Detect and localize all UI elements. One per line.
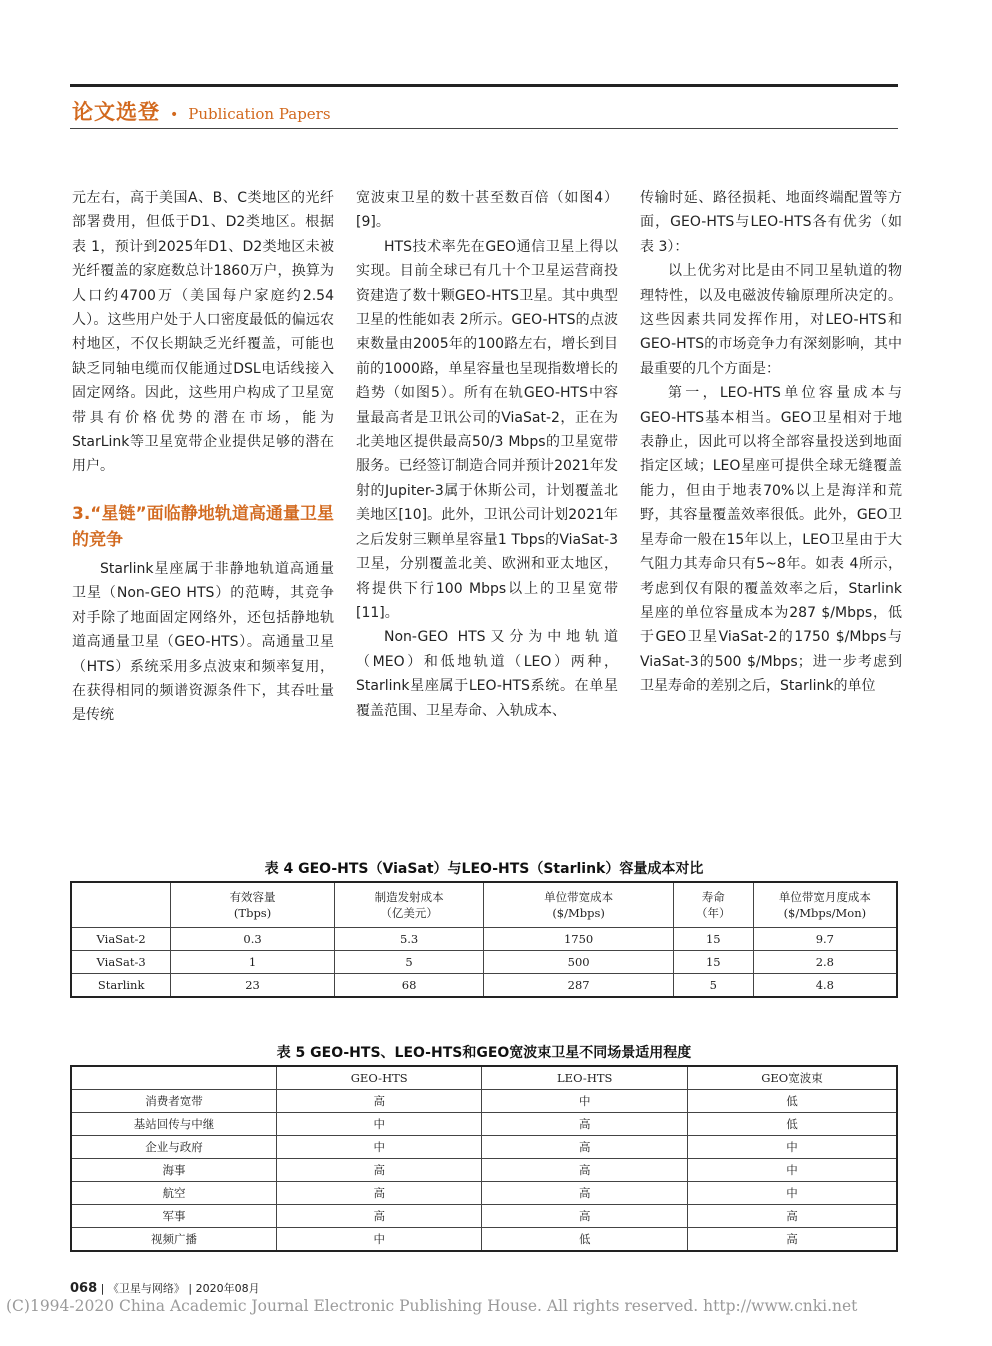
row-label: Starlink (71, 974, 171, 998)
journal-name: 《卫星与网络》 (107, 1282, 185, 1295)
table-row (71, 1182, 897, 1205)
header-cell (71, 882, 171, 928)
table-header-row (71, 1066, 897, 1090)
row-label: ViaSat-3 (71, 951, 171, 974)
table-cell: 高 (687, 1228, 897, 1252)
header-cell: LEO-HTS (482, 1066, 688, 1090)
table-row (71, 1090, 897, 1113)
table-cell: 高 (276, 1159, 482, 1182)
issue-date: 2020年08月 (195, 1282, 260, 1295)
footer-divider: | (188, 1282, 193, 1295)
table-cell: 15 (673, 951, 753, 974)
running-header (72, 96, 331, 126)
paragraph: Starlink星座属于非静地轨道高通量卫星（Non-GEO HTS）的范畴，其竞争对手除了地面固定网络外，还包括静地轨道高通量卫星（GEO-HTS）。高通量卫星（HTS）系统采用多点波束和频率复用，在获得相同的频谱资源条件下，其吞吐量是传统 (72, 560, 334, 724)
table-cell: 高 (276, 1090, 482, 1113)
table-cell: 中 (276, 1113, 482, 1136)
table-cell: 0.3 (171, 928, 335, 951)
table-cell: 287 (484, 974, 673, 998)
table-row (71, 1228, 897, 1252)
table-row (71, 1205, 897, 1228)
table-cell: 2.8 (753, 951, 897, 974)
table-cell: 低 (482, 1228, 688, 1252)
row-label: 海事 (71, 1159, 276, 1182)
table-cell: 高 (482, 1205, 688, 1228)
paragraph: 宽波束卫星的数十甚至数百倍（如图4）[9]。 (356, 190, 618, 231)
table-cell: 1 (171, 951, 335, 974)
header-cell: 单位带宽成本 ($/Mbps) (484, 882, 673, 928)
table-cell: 68 (334, 974, 484, 998)
table-row (71, 1136, 897, 1159)
table-cell: 低 (687, 1090, 897, 1113)
text-column-3 (640, 186, 902, 699)
table-cell: 15 (673, 928, 753, 951)
table-cell: 高 (482, 1182, 688, 1205)
table-row (71, 1113, 897, 1136)
page-footer (70, 1280, 260, 1296)
header-cell: 单位带宽月度成本 ($/Mbps/Mon) (753, 882, 897, 928)
table-header-row (71, 882, 897, 928)
header-cell: 寿命 （年） (673, 882, 753, 928)
header-bullet: • (170, 107, 179, 123)
table-row (71, 974, 897, 998)
header-cell: 制造发射成本 （亿美元） (334, 882, 484, 928)
table-cell: 500 (484, 951, 673, 974)
table-cell: 中 (687, 1136, 897, 1159)
row-label: ViaSat-2 (71, 928, 171, 951)
table-row (71, 1159, 897, 1182)
table-cell: 5 (673, 974, 753, 998)
table-cell: 中 (276, 1136, 482, 1159)
table-cell: 高 (482, 1113, 688, 1136)
table-row (71, 951, 897, 974)
table-cell: 5.3 (334, 928, 484, 951)
table-cell: 高 (482, 1159, 688, 1182)
copyright-watermark: (C)1994-2020 China Academic Journal Electronic Publishing House. All rights reserved. http://www.cnki.net (6, 1297, 858, 1315)
footer-divider: | (100, 1282, 105, 1295)
table-cell: 5 (334, 951, 484, 974)
table-cell: 中 (687, 1182, 897, 1205)
text-column-1 (72, 186, 334, 728)
paragraph: 传输时延、路径损耗、地面终端配置等方面，GEO-HTS与LEO-HTS各有优劣（如表 3）： (640, 190, 902, 255)
table-cell: 高 (687, 1205, 897, 1228)
row-label: 视频广播 (71, 1228, 276, 1252)
row-label: 基站回传与中继 (71, 1113, 276, 1136)
table5 (70, 1065, 898, 1252)
paragraph: HTS技术率先在GEO通信卫星上得以实现。目前全球已有几十个卫星运营商投资建造了数十颗GEO-HTS卫星。其中典型卫星的性能如表 2所示。GEO-HTS的点波束数量由2005年的100路左右，增长到目前的1000路，单星容量也呈现指数增长的趋势（如图5）。所有在轨GEO-HTS中容量最高者是卫讯公司的ViaSat-2，正在为北美地区提供最高50/3 Mbps的卫星宽带服务。已经签订制造合同并预计2021年发射的Jupiter-3属于休斯公司，计划覆盖北美地区[10]。此外，卫讯公司计划2021年之后发射三颗单星容量1 Tbps的ViaSat-3卫星，分别覆盖北美、欧洲和亚太地区，将提供下行100 Mbps以上的卫星宽带[11]。 (356, 238, 618, 621)
table-row (71, 928, 897, 951)
header-rule (70, 128, 898, 129)
text-column-2 (356, 186, 618, 723)
table-cell: 1750 (484, 928, 673, 951)
row-label: 企业与政府 (71, 1136, 276, 1159)
section-title-en: Publication Papers (188, 105, 331, 123)
paragraph: 第一，LEO-HTS单位容量成本与GEO-HTS基本相当。GEO卫星相对于地表静止，因此可以将全部容量投送到地面指定区域；LEO星座可提供全球无缝覆盖能力，但由于地表70%以上是海洋和荒野，其容量覆盖效率很低。此外，GEO卫星寿命一般在15年以上，LEO卫星由于大气阻力其寿命只有5~8年。如表 4所示，考虑到仅有限的覆盖效率之后，Starlink星座的单位容量成本为287 $/Mbps，低于GEO卫星ViaSat-2的1750 $/Mbps与ViaSat-3的500 $/Mbps；进一步考虑到卫星寿命的差别之后，Starlink的单位 (640, 385, 902, 695)
table-cell: 低 (687, 1113, 897, 1136)
row-label: 消费者宽带 (71, 1090, 276, 1113)
row-label: 军事 (71, 1205, 276, 1228)
table-cell: 中 (482, 1090, 688, 1113)
table5-caption: 表 5 GEO-HTS、LEO-HTS和GEO宽波束卫星不同场景适用程度 (276, 1045, 692, 1061)
header-cell: GEO宽波束 (687, 1066, 897, 1090)
table-cell: 中 (687, 1159, 897, 1182)
page-number: 068 (70, 1281, 98, 1296)
table4-caption: 表 4 GEO-HTS（ViaSat）与LEO-HTS（Starlink）容量成本对比 (264, 861, 704, 877)
row-label: 航空 (71, 1182, 276, 1205)
paragraph: 以上优劣对比是由不同卫星轨道的物理特性，以及电磁波传输原理所决定的。这些因素共同发挥作用，对LEO-HTS和GEO-HTS的市场竞争力有深刻影响，其中最重要的几个方面是： (640, 263, 902, 377)
table-cell: 高 (482, 1136, 688, 1159)
table-cell: 高 (276, 1205, 482, 1228)
paragraph: 元左右，高于美国A、B、C类地区的光纤部署费用，但低于D1、D2类地区。根据表 1，预计到2025年D1、D2类地区未被光纤覆盖的家庭数总计1860万户，换算为人口约4700万（美国每户家庭约2.54人）。这些用户处于人口密度最低的偏远农村地区，不仅长期缺乏光纤覆盖，可能也缺乏同轴电缆而仅能通过DSL电话线接入固定网络。因此，这些用户构成了卫星宽带具有价格优势的潜在市场，能为StarLink等卫星宽带企业提供足够的潜在用户。 (72, 190, 334, 475)
section-heading: 3.“星链”面临静地轨道高通量卫星的竞争 (72, 503, 334, 550)
header-cell: GEO-HTS (276, 1066, 482, 1090)
table-cell: 23 (171, 974, 335, 998)
table-cell: 4.8 (753, 974, 897, 998)
header-cell: 有效容量 (Tbps) (171, 882, 335, 928)
header-cell (71, 1066, 276, 1090)
section-title-cn: 论文选登 (72, 100, 160, 124)
table-cell: 9.7 (753, 928, 897, 951)
table-cell: 中 (276, 1228, 482, 1252)
table-cell: 高 (276, 1182, 482, 1205)
top-rule (70, 84, 898, 87)
table4 (70, 881, 898, 998)
paragraph: Non-GEO HTS又分为中地轨道（MEO）和低地轨道（LEO）两种，Starlink星座属于LEO-HTS系统。在单星覆盖范围、卫星寿命、入轨成本、 (356, 629, 618, 719)
